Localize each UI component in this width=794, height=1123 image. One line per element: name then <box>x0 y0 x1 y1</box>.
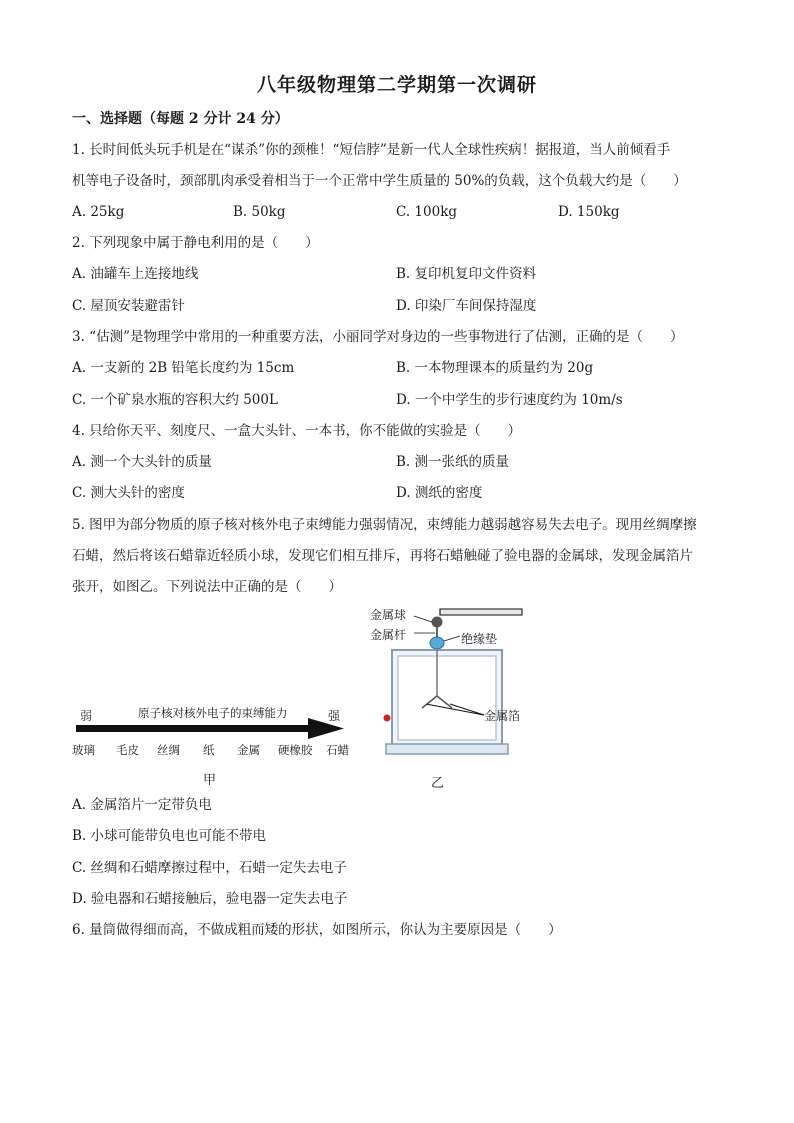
q1-line2: 机等电子设备时，颈部肌肉承受着相当于一个正常中学生质量的 50%的负载，这个负载大约是（ ） <box>72 173 687 189</box>
q4-option-c: C. 测大头针的密度 <box>72 485 185 501</box>
q5-option-c: C. 丝绸和石蜡摩擦过程中，石蜡一定失去电子 <box>72 860 347 876</box>
fig-jia-material-paper: 纸 <box>203 743 215 757</box>
q1-option-c: C. 100kg <box>396 204 458 220</box>
q4-option-a: A. 测一个大头针的质量 <box>72 454 212 470</box>
q4-line1: 4. 只给你天平、刻度尺、一盒大头针、一本书，你不能做的实验是（ ） <box>72 423 522 439</box>
q3-option-c: C. 一个矿泉水瓶的容积大约 500L <box>72 392 278 408</box>
q1-option-d: D. 150kg <box>558 204 620 220</box>
q3-option-d: D. 一个中学生的步行速度约为 10m/s <box>396 392 623 408</box>
fig-yi-ball-label: 金属球 <box>370 608 407 622</box>
q5-line3: 张开，如图乙。下列说法中正确的是（ ） <box>72 579 342 595</box>
fig-yi-rod-label: 金属杆 <box>370 628 407 642</box>
fig-jia-strong-label: 强 <box>328 709 341 723</box>
section-heading: 一、选择题（每题 2 分计 24 分） <box>72 111 289 127</box>
q4-option-d: D. 测纸的密度 <box>396 485 483 501</box>
page-title: 八年级物理第二学期第一次调研 <box>256 74 537 96</box>
fig-jia-arrow <box>72 716 352 742</box>
q5-line1: 5. 图甲为部分物质的原子核对核外电子束缚能力强弱情况，束缚能力越弱越容易失去电子。现用丝绸摩擦 <box>72 517 697 533</box>
fig-yi-pad-label: 绝缘垫 <box>461 632 498 646</box>
q5-line2: 石蜡，然后将该石蜡靠近轻质小球，发现它们相互排斥，再将石蜡触碰了验电器的金属球，发现金属箔片 <box>72 548 693 564</box>
fig-jia-material-hard-rubber: 硬橡胶 <box>278 743 313 757</box>
q3-line1: 3. “估测”是物理学中常用的一种重要方法，小丽同学对身边的一些事物进行了估测，正确的是（ ） <box>72 329 684 345</box>
q5-option-d: D. 验电器和石蜡接触后，验电器一定失去电子 <box>72 891 348 907</box>
fig-jia-material-fur: 毛皮 <box>116 743 139 757</box>
q2-option-a: A. 油罐车上连接地线 <box>72 266 199 282</box>
fig-yi-foil-label: 金属箔 <box>484 709 521 723</box>
q2-option-d: D. 印染厂车间保持湿度 <box>396 298 537 314</box>
fig-yi-caption: 乙 <box>431 776 445 791</box>
q6-line1: 6. 量筒做得细而高，不做成粗而矮的形状，如图所示，你认为主要原因是（ ） <box>72 922 562 938</box>
fig-jia-weak-label: 弱 <box>80 709 93 723</box>
q1-line1: 1. 长时间低头玩手机是在“谋杀”你的颈椎！“短信脖”是新一代人全球性疾病！据报道，当人前倾看手 <box>72 142 671 158</box>
q4-option-b: B. 测一张纸的质量 <box>396 454 510 470</box>
fig-jia-arrow-label: 原子核对核外电子的束缚能力 <box>138 706 288 720</box>
q1-option-a: A. 25kg <box>72 204 125 220</box>
q2-option-c: C. 屋顶安装避雷针 <box>72 298 185 314</box>
q2-option-b: B. 复印机复印文件资料 <box>396 266 537 282</box>
q2-line1: 2. 下列现象中属于静电利用的是（ ） <box>72 235 319 251</box>
q5-option-b: B. 小球可能带负电也可能不带电 <box>72 828 267 844</box>
fig-jia-material-paraffin: 石蜡 <box>326 743 349 757</box>
electroscope-diagram <box>360 600 540 760</box>
fig-jia-material-glass: 玻璃 <box>72 743 95 757</box>
q3-option-a: A. 一支新的 2B 铅笔长度约为 15cm <box>72 360 295 376</box>
fig-jia-material-silk: 丝绸 <box>157 743 180 757</box>
fig-jia-material-metal: 金属 <box>237 743 260 757</box>
q5-option-a: A. 金属箔片一定带负电 <box>72 797 212 813</box>
q1-option-b: B. 50kg <box>233 204 286 220</box>
q3-option-b: B. 一本物理课本的质量约为 20g <box>396 360 594 376</box>
fig-jia-caption: 甲 <box>203 773 217 788</box>
